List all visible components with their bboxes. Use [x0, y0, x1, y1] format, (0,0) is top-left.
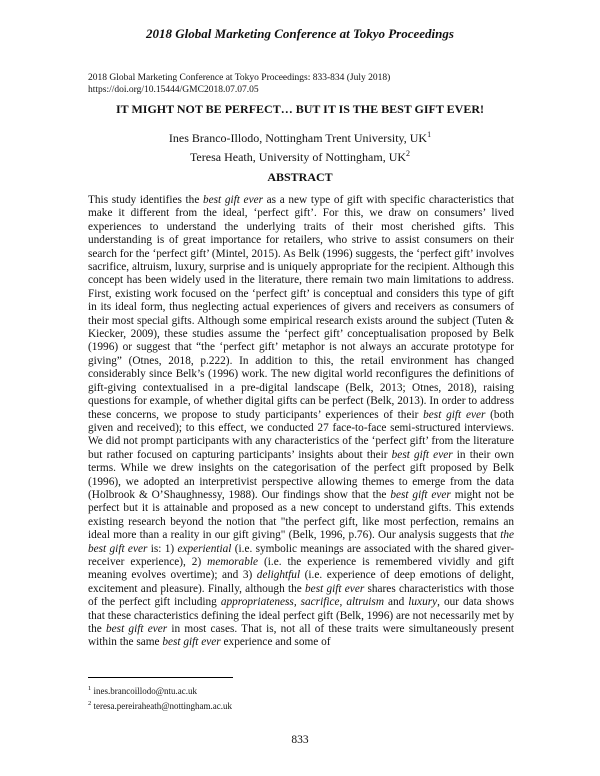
abstract-emphasis: appropriateness, sacrifice, altruism [220, 596, 384, 609]
abstract-text: This study identifies the [88, 194, 203, 206]
abstract-paragraph [88, 194, 514, 650]
abstract-emphasis: best gift ever [162, 636, 221, 649]
abstract-emphasis: best gift ever [305, 582, 365, 595]
abstract-emphasis: memorable [207, 555, 258, 568]
abstract-emphasis: experiential [177, 542, 232, 555]
abstract-text: (i.e. symbolic meanings are associated with the shared giver-receiver experience), 2) [88, 542, 514, 568]
author-2 [0, 146, 600, 165]
abstract-text: , our data shows that these characteristics defining the ideal perfect gift (Belk, 1996) are not necessarily met by the [88, 596, 515, 635]
abstract-emphasis: best gift ever [423, 408, 486, 421]
author-list [0, 127, 600, 165]
author-2-name: Teresa Heath, University of Nottingham, UK [189, 150, 407, 164]
abstract-heading: ABSTRACT [267, 170, 333, 184]
citation-block [88, 72, 518, 96]
abstract-text: shares characteristics with those of the perfect gift including [88, 582, 514, 609]
footnote-2-email[interactable]: teresa.pereiraheath@nottingham.ac.uk [91, 700, 232, 711]
abstract-text: in most cases. That is, not all of these traits were simultaneously present within the same [88, 623, 514, 649]
abstract-text: as a new type of gift with specific characteristics that make it different from the ideal, ‘perfect gift’. For this, we draw on consumers’ lived experiences to understand the underlying traits of their most cherished gifts. This understanding is of great importance for retailers, who strive to assist consumers on their search for the ‘perfect gift’ (Mintel, 2015). As Belk (1996) suggests, the ‘perfect gift’ involves sacrifice, altruism, luxury, surprise and is uniquely appropriate for the recipient. Although this concept has been widely used in the literature, there remain two main limitations to address. First, existing work focused on the ‘perfect gift’ is conceptual and considers this type of gift in its ideal form, thus neglecting actual experiences of givers and receivers as consumers of their most special gifts. Although some empirical research exists around the subject (Tuten & Kiecker, 2009), these studies assume the ‘perfect gift’ conceptualisation proposed by Belk (1996) or suggest that “the ‘perfect gift’ metaphor is not always an accurate prototype for giving” (Otnes, 2018, p.222). In addition to this, the retail environment has changed considerably since Belk’s (1996) work. The new digital world reconfigures the definitions of gift-giving contextualised in a pre-digital landscape (Belk, 2013; Otnes, 2018), raising questions for example, of whether digital gifts can be perfect (Belk, 2013). In order to address these concerns, we propose to study participants’ experiences of their [88, 194, 515, 421]
abstract-emphasis: best gift ever [203, 194, 263, 206]
footnote-1 [88, 683, 518, 698]
abstract-emphasis: delightful [256, 569, 301, 582]
author-2-footnote-mark: 2 [406, 149, 411, 158]
citation-line: 2018 Global Marketing Conference at Tokyo Proceedings: 833-834 (July 2018) [88, 73, 391, 83]
author-1-name: Ines Branco-Illodo, Nottingham Trent University, UK [168, 131, 428, 145]
author-1 [0, 127, 600, 146]
abstract-emphasis: best gift ever [390, 488, 451, 501]
abstract-text: might not be perfect but it is attainable and proposed as a new concept to understand gifts. This extends existing research beyond the notion that "the perfect gift, like most perfection, remains an ideal more than a reality in our gift giving" (Belk, 1996, p.76). Our analysis suggests that [88, 488, 514, 542]
footnote-1-email[interactable]: ines.brancoillodo@ntu.ac.uk [91, 686, 198, 696]
footnote-2-mark: 2 [88, 699, 92, 707]
abstract-text: (i.e. experience of deep emotions of delight, excitement and pleasure). Finally, although the [88, 569, 515, 595]
abstract-emphasis: best gift ever [391, 448, 453, 461]
paper-title: IT MIGHT NOT BE PERFECT… BUT IT IS THE BEST GIFT EVER! [115, 102, 484, 116]
abstract-emphasis: luxury [408, 596, 438, 609]
abstract-text: experience and some of [220, 636, 331, 649]
running-header: 2018 Global Marketing Conference at Tokyo Proceedings [146, 26, 454, 41]
abstract-text: and [384, 596, 409, 609]
abstract-body [88, 194, 514, 650]
footnote-1-mark: 1 [88, 685, 92, 692]
footnotes [88, 683, 518, 712]
abstract-text: (both given and received); to this effect, we conducted 27 face-to-face semi-structured interviews. We did not prompt participants with any characteristics of the ‘perfect gift’ from the literature but rather focused on capturing participants’ insights about their [88, 408, 515, 461]
doi-link[interactable]: https://doi.org/10.15444/GMC2018.07.07.05 [88, 85, 259, 95]
abstract-text: (i.e. the experience is remembered vividly and gift meaning evolves overtime); and 3) [88, 555, 514, 582]
abstract-text: in their own terms. While we drew insights on the categorisation of the perfect gift proposed by Belk (1996), we adopted an interpretivist perspective allowing themes to emerge from the data (Holbrook & O’Shaughnessy, 1988). Our findings show that the [88, 448, 514, 501]
footnote-2 [88, 698, 518, 713]
author-1-footnote-mark: 1 [427, 130, 432, 139]
abstract-emphasis: the best gift ever [88, 529, 514, 555]
page-number: 833 [291, 734, 309, 746]
footnote-divider [88, 677, 233, 678]
abstract-emphasis: best gift ever [106, 623, 168, 635]
abstract-text: is: 1) [147, 542, 178, 555]
